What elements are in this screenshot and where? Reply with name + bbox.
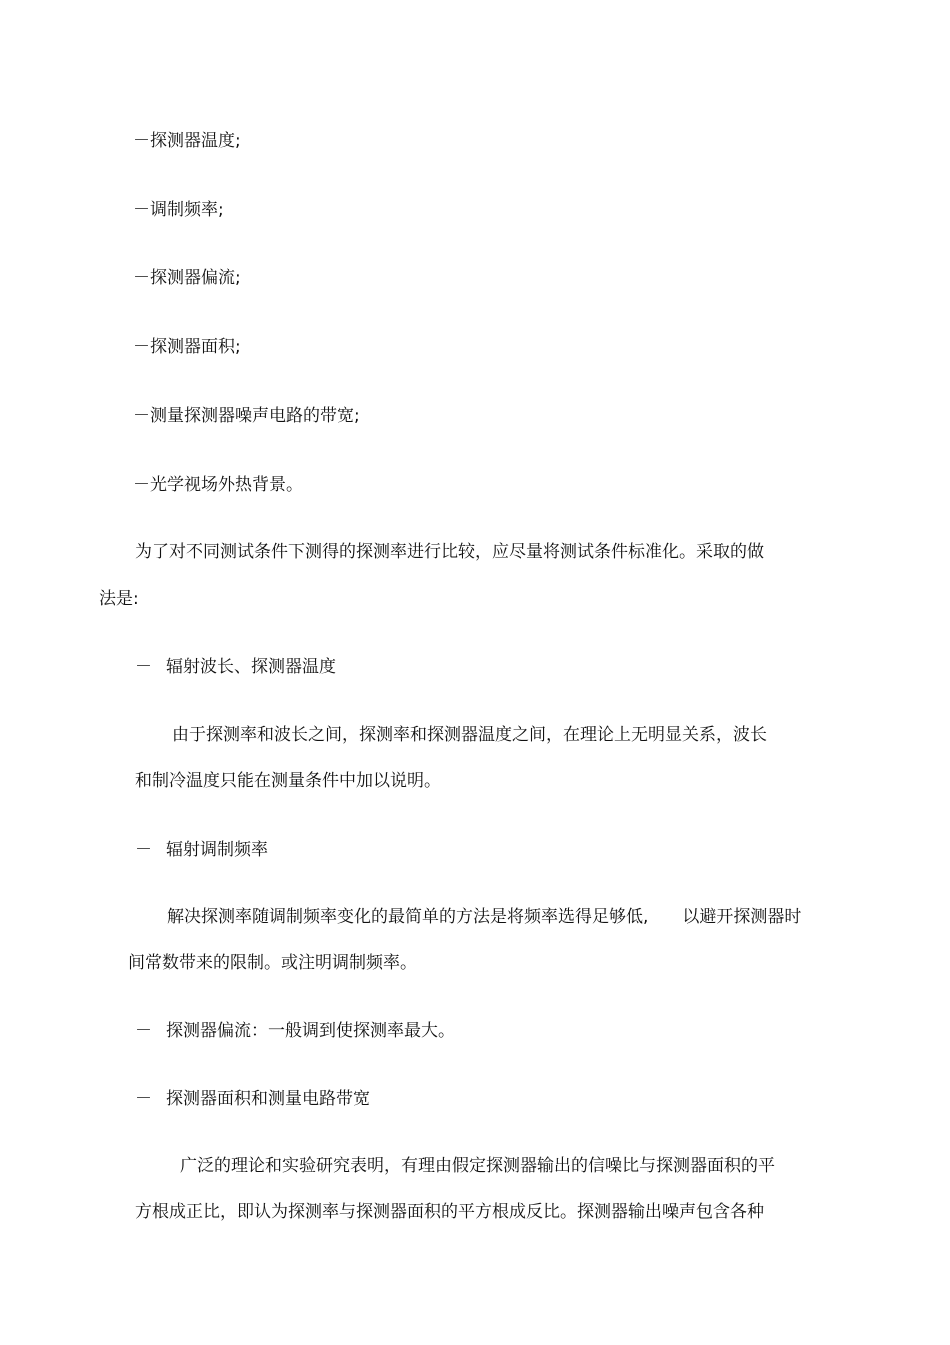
heading-text: 探测器面积和测量电路带宽 (166, 1089, 370, 1109)
list-item-thermal-background: －光学视场外热背景。 (133, 475, 303, 495)
heading-dash: － (135, 840, 152, 860)
heading-text: 辐射波长、探测器温度 (166, 657, 336, 677)
section2-body-line2: 间常数带来的限制。或注明调制频率。 (128, 953, 417, 973)
heading-dash: － (135, 657, 152, 677)
section2-body-line1-part1: 解决探测率随调制频率变化的最简单的方法是将频率选得足够低, (167, 907, 649, 927)
section2-body-line1 (167, 905, 801, 929)
heading-dash: － (135, 1089, 152, 1109)
section-heading-detector-bias (135, 1019, 455, 1043)
section-heading-area-bandwidth (135, 1087, 370, 1111)
list-item-modulation-frequency: －调制频率; (133, 200, 224, 220)
section2-body-line1-part2: 以避开探测器时 (682, 907, 802, 927)
section1-body-line1: 由于探测率和波长之间，探测率和探测器温度之间，在理论上无明显关系，波长 (172, 725, 767, 745)
section4-body-line1: 广泛的理论和实验研究表明，有理由假定探测器输出的信噪比与探测器面积的平 (180, 1156, 775, 1176)
heading-dash: － (135, 1021, 152, 1041)
list-item-detector-bias: －探测器偏流; (133, 268, 241, 288)
section-heading-wavelength-temperature (135, 655, 336, 679)
section-heading-modulation-frequency (135, 838, 268, 862)
list-item-detector-area: －探测器面积; (133, 337, 241, 357)
list-item-detector-temperature: －探测器温度; (133, 131, 241, 151)
list-item-noise-bandwidth: －测量探测器噪声电路的带宽; (133, 406, 360, 426)
heading-text: 辐射调制频率 (166, 840, 268, 860)
intro-paragraph-line2: 法是: (99, 589, 139, 609)
section4-body-line2: 方根成正比，即认为探测率与探测器面积的平方根成反比。探测器输出噪声包含各种 (135, 1202, 764, 1222)
section1-body-line2: 和制冷温度只能在测量条件中加以说明。 (135, 771, 441, 791)
heading-text: 探测器偏流：一般调到使探测率最大。 (166, 1021, 455, 1041)
intro-paragraph-line1: 为了对不同测试条件下测得的探测率进行比较，应尽量将测试条件标准化。采取的做 (135, 542, 764, 562)
